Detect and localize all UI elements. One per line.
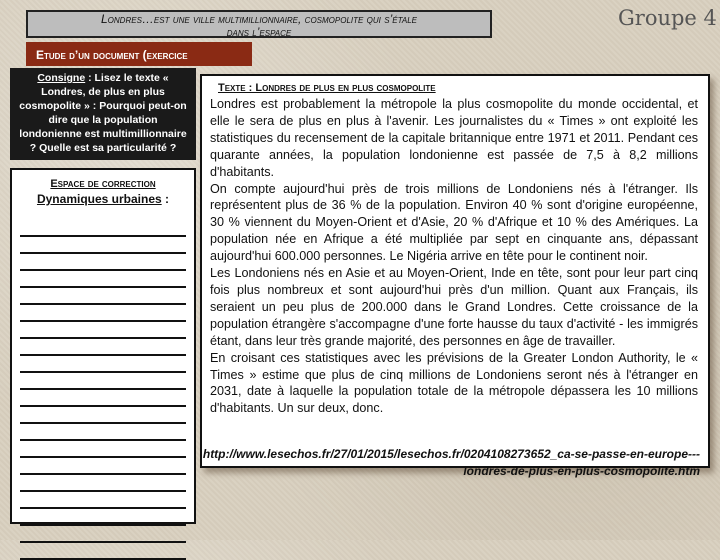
- answer-line[interactable]: [20, 407, 186, 424]
- instruction-text: : Lisez le texte « Londres, de plus en plus cosmopolite » : Pourquoi peut-on dire que la population londonienne est multimillionnaire ? Quelle est sa particularité ?: [19, 72, 187, 154]
- answer-line[interactable]: [20, 390, 186, 407]
- group-label: Groupe 4: [618, 6, 717, 30]
- answer-line[interactable]: [20, 356, 186, 373]
- answer-line[interactable]: [20, 322, 186, 339]
- answer-line[interactable]: [20, 254, 186, 271]
- answer-line[interactable]: [20, 271, 186, 288]
- answer-line[interactable]: [20, 339, 186, 356]
- instruction-box: [10, 68, 196, 160]
- page-title-line2: dans l’espace: [226, 25, 292, 38]
- answer-line[interactable]: [20, 288, 186, 305]
- answer-line[interactable]: [20, 475, 186, 492]
- correction-subtitle-suffix: :: [161, 192, 170, 206]
- answer-line[interactable]: [20, 492, 186, 509]
- correction-subtitle: [12, 192, 194, 206]
- answer-line[interactable]: [20, 305, 186, 322]
- page-title-box: [26, 10, 492, 38]
- exercise-tab: Etude d’un document (exercice: [26, 42, 252, 66]
- paragraph-2: On compte aujourd'hui près de trois millions de Londoniens nés à l'étranger. Ils représentent plus de 36 % de la population. Environ 40 % sont d'origine européenne, 30 % viennent du Moyen-Orient et d'Asie, 20 % d'Afrique et 10 % des Amériques. La population née en Afrique a été multipliée par sept en cinquante ans, dépassant aujourd'hui 600.000 personnes. Le Nigéria arrive en tête pour le continent noir.: [210, 181, 698, 264]
- answer-line[interactable]: [20, 441, 186, 458]
- answer-line[interactable]: [20, 424, 186, 441]
- answer-line[interactable]: [20, 526, 186, 543]
- answer-line[interactable]: [20, 237, 186, 254]
- correction-area: [10, 168, 196, 524]
- answer-line[interactable]: [20, 509, 186, 526]
- paragraph-1: Londres est probablement la métropole la plus cosmopolite du monde occidental, et elle le sera de plus en plus à l'avenir. Les journalistes du « Times » ont exploité les statistiques du recensement de la capitale britannique entre 1971 et 2011. Pendant ces quarante années, la population londonienne est passée de 7,5 à 8,2 millions d'habitants.: [210, 97, 698, 179]
- page-title-line1: Londres…est une ville multimillionnaire, cosmopolite qui s’étale: [101, 12, 417, 26]
- document-title: Texte : Londres de plus en plus cosmopolite: [218, 82, 436, 94]
- answer-line[interactable]: [20, 458, 186, 475]
- paragraph-4: En croisant ces statistiques avec les prévisions de la Greater London Authority, le « Times » estime que plus de cinq millions de Londoniens seront nés à l'étranger en 2031, date à laquelle la population totale de la métropole dépassera les 10 millions d'habitants. Un sur deux, donc.: [210, 350, 698, 416]
- answer-line[interactable]: [20, 373, 186, 390]
- correction-subtitle-text: Dynamiques urbaines: [36, 192, 162, 206]
- source-link[interactable]: http://www.lesechos.fr/27/01/2015/lesechos.fr/0204108273652_ca-se-passe-en-europe---londres-de-plus-en-plus-cosmopolite.htm: [202, 447, 700, 478]
- answer-line[interactable]: [20, 220, 186, 237]
- instruction-label: Consigne: [37, 72, 86, 84]
- document-text-box: [200, 74, 710, 468]
- answer-line[interactable]: [20, 543, 186, 560]
- answer-lines[interactable]: [20, 220, 186, 516]
- paragraph-3: Les Londoniens nés en Asie et au Moyen-Orient, Inde en tête, sont pour leur part cinq fois plus nombreux et sont aujourd'hui près d'un million. Quant aux Français, ils seraient un peu plus de 200.000 dans le Grand Londres. Cette croissance de la population étrangère s'accompagne d'une forte hausse du taux d'activité - les immigrés étant, dans leur très grande majorité, des personnes en âge de travailler.: [210, 266, 698, 348]
- document-body: [210, 96, 698, 417]
- correction-title: Espace de correction: [50, 178, 156, 190]
